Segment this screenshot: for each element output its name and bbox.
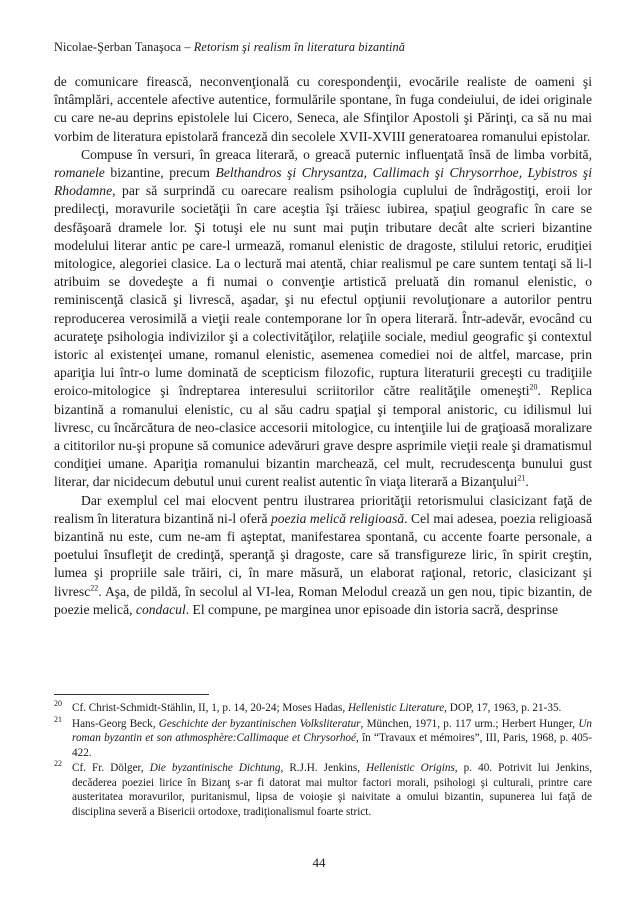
text-run: . Replica bizantină a romanului elenistic, cu al său cadru spaţial şi temporal anistoric, cu idilismul lui livresc, cu încărcătura de neo-clasice accesorii mitologice, cu intenţiile lui de graţioasă moralizare a cititorilor nu-şi propune să comunice adevăruri grave despre asprimile vieţii reale şi dramatismul condiţiei umane. Apariţia romanului bizantin marchează, cel mult, recrudescenţa bunului gust literar, dar nicidecum debutul unui curent realist autentic în viaţa literară a Bizanţului xyxy=(54,383,593,490)
text-run: . xyxy=(525,474,529,490)
text-run: , par să surprindă cu oarecare realism psihologia cuplului de îndrăgostiţi, eroii lor predilecţi, moravurile societăţii în care aceştia îşi trăiesc iubirea, spaţiul geografic în care se desfăşoară dramele lor. Şi totuşi ele nu sunt mai puţin tributare decât alte scrieri bizantine modelului literar antic pe care-l urmează, romanul elenistic de dragoste, stilului retoric, erudiţiei mitologice, alegoriei clasice. La o lectură mai atentă, chiar realismul pe care suntem tentaţi să li-l atribuim se dovedeşte a fi numai o convenţie artistică preluată din romanul elenistic, o reminiscenţă clasică şi livrescă, aşadar, şi nu efectul opţiunii revoluţionare a autorilor pentru reproducerea verosimilă a vieţii reale contemporane lor în opera literară. Într-adevăr, evocând cu acurateţe psihologia indivizilor şi a colectivităţilor, relaţiile sociale, mediul geografic şi contextul istoric al existenţei umane, romanul elenistic, asemenea comediei noi de altfel, marcase, prin apariţia lui într-o lume dominată de scepticism filozofic, ruptura literaturii greceşti cu tradiţiile eroico-mitologice şi îndreptarea interesului scriitorilor către realităţile omeneşti xyxy=(54,183,592,399)
italic-run: Die byzantinische Dichtung xyxy=(149,762,281,774)
text-run: . El compune, pe marginea unor episoade din istoria sacră, desprinse xyxy=(185,601,559,617)
paragraph-3 xyxy=(54,492,592,619)
running-header xyxy=(54,40,405,55)
italic-run: romanele xyxy=(54,165,105,181)
footnotes xyxy=(54,701,592,820)
footnote-20: 20 Cf. Christ-Schmidt-Stählin, II, 1, p. 14, 20-24; Moses Hadas, Hellenistic Literature, DOP, 17, 1963, p. 21-35. xyxy=(54,699,562,714)
footnote-ref-22[interactable]: 22 xyxy=(90,583,99,593)
footnote-separator xyxy=(54,694,209,695)
header-title: Retorism şi realism în literatura bizantină xyxy=(193,40,405,54)
italic-run: Belthandros şi Chrysantza, Callimach şi Chrysorrhoe, Lybistros şi Rhodamne xyxy=(54,165,592,199)
text-run: Dar exemplul cel mai elocvent pentru ilustrarea priorităţii retorismului clasicizant faţă de realism în literatura bizantină ni-l oferă xyxy=(54,492,592,526)
italic-run: Hellenistic Literature, xyxy=(347,702,447,714)
italic-run: Geschichte der byzantinischen Volksliteratur xyxy=(158,717,361,730)
text-run: p. 40. Potrivit lui Jenkins, decăderea poeziei lirice în Bizanţ s-ar fi datorat mai multor factori morali, psihologi şi culturali, printre care austeritatea moravurilor, puritanismul, lipsa de voioşie şi naivitate a omului bizantin, supunerea lui faţă de disciplina severă a Bisericii ortodoxe, tradiţionalismul foarte strict. xyxy=(72,762,592,818)
text-run: . Cel mai adesea, poezia religioasă bizantină nu este, cum ne-am fi aşteptat, manifestarea spontană, cu accente foarte personale, a poetului însufleţit de credinţă, speranţă şi dragoste, care să transfigureze liric, în spirit creştin, lumea şi propriile sale trăiri, ci, în mare măsură, un elaborat raţional, retoric, clasicizant şi livresc xyxy=(54,510,593,599)
text-run: bizantine, precum xyxy=(104,165,216,181)
italic-run: condacul xyxy=(135,601,186,617)
text-run: Hans-Georg Beck, xyxy=(72,717,159,730)
main-text xyxy=(54,73,592,619)
text-run: Compuse în versuri, în greaca literară, o greacă puternic influenţată însă de limba vorbită, xyxy=(81,146,592,162)
text-run: în “Travaux et mémoires”, III, Paris, 1968, p. 405-422. xyxy=(72,732,592,759)
text-run: , München, 1971, p. 117 urm.; Herbert Hunger, xyxy=(360,717,579,730)
text-run: , R.J.H. Jenkins, xyxy=(280,762,367,774)
text-run: . Aşa, de pildă, în secolul al VI-lea, Roman Melodul crează un gen nou, tipic bizantin, de poezie melică, xyxy=(54,583,592,617)
page-number: 44 xyxy=(312,855,326,870)
footnote-ref-20[interactable]: 20 xyxy=(529,382,538,392)
paragraph-2 xyxy=(54,146,592,492)
header-author: Nicolae-Şerban Tanaşoca – xyxy=(54,40,194,54)
italic-run: poezia melică religioasă xyxy=(270,510,405,526)
text-run: DOP, 17, 1963, p. 21-35. xyxy=(446,702,562,714)
italic-run: Hellenistic Origins, xyxy=(366,762,458,774)
text-run: de comunicare firească, neconvenţională cu corespondenţii, evocările realiste de oameni şi întâmplări, accentele afective autentice, formulările spontane, în fuga condeiului, de idei originale cu care ne-au deprins epistolele lui Cicero, Seneca, ale Sfinţilor Apostoli şi Părinţi, ca să nu mai vorbim de literatura epistolară franceză din secolele XVII-XVIII generatoarea romanului epistolar. xyxy=(54,74,592,144)
italic-run: Un roman byzantin et son athmosphère:Callimaque et Chrysorhoé, xyxy=(72,717,592,744)
footnote-ref-21[interactable]: 21 xyxy=(517,473,526,483)
text-run: Cf. Christ-Schmidt-Stählin, II, 1, p. 14, 20-24; Moses Hadas, xyxy=(72,702,348,714)
paragraph-1 xyxy=(54,73,592,146)
footnote-22: 22 Cf. Fr. Dölger, Die byzantinische Dichtung, R.J.H. Jenkins, Hellenistic Origins, p. 40. Potrivit lui Jenkins, decăderea poeziei lirice în Bizanţ s-ar fi datorat mai multor factori morali, psihologi şi culturali, printre care austeritatea moravurilor, puritanismul, lipsa de voioşie şi naivitate a omului bizantin, supunerea lui faţă de disciplina severă a Bisericii ortodoxe, tradiţionalismul foarte strict. xyxy=(54,759,592,818)
text-run: Cf. Fr. Dölger, xyxy=(72,762,150,774)
footnote-21: 21 Hans-Georg Beck, Geschichte der byzantinischen Volksliteratur, München, 1971, p. 117 urm.; Herbert Hunger, Un roman byzantin et son athmosphère:Callimaque et Chrysorhoé, în “Travaux et mémoires”, III, Paris, 1968, p. 405-422. xyxy=(54,714,592,759)
